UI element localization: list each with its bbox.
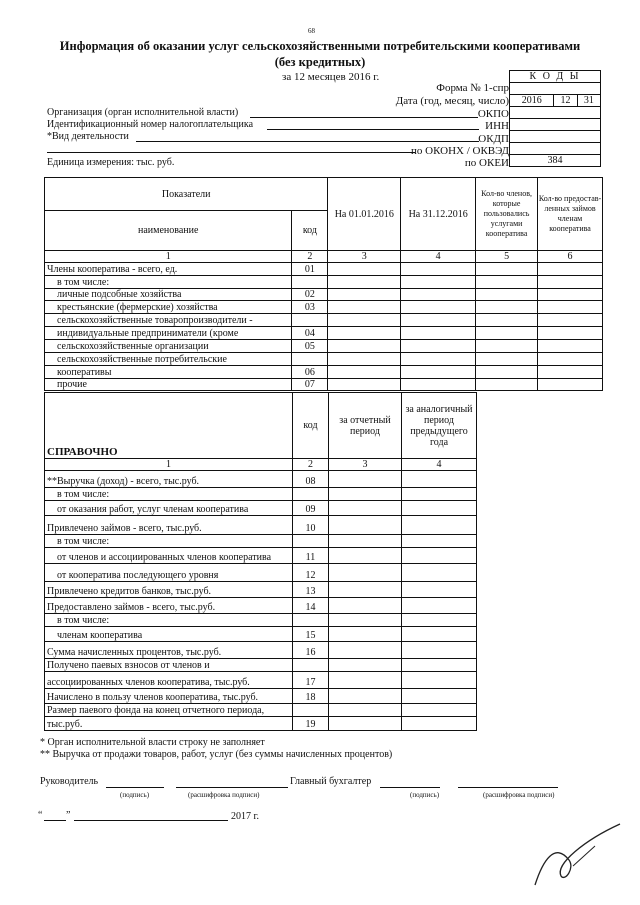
header-end-date: На 31.12.2016 — [401, 178, 476, 251]
table-row — [45, 301, 603, 314]
value-cell[interactable] — [328, 366, 401, 379]
row-label: Получено паевых взносов от членов и — [45, 659, 293, 672]
table-row — [45, 627, 477, 642]
value-cell[interactable] — [402, 689, 477, 704]
document-subtitle: (без кредитных) — [274, 55, 366, 69]
table-row — [45, 659, 477, 672]
date-month-line[interactable] — [74, 820, 228, 821]
okpo-cell — [510, 107, 601, 119]
row-label: от кооператива последующего уровня — [45, 564, 293, 582]
value-cell[interactable] — [329, 689, 402, 704]
value-cell[interactable] — [329, 598, 402, 614]
row-code — [293, 614, 329, 627]
codes-header: К О Д Ы — [510, 71, 601, 83]
handwritten-signature — [525, 820, 630, 895]
row-code: 17 — [293, 672, 329, 689]
page-number: 68 — [308, 27, 315, 35]
value-cell[interactable] — [329, 501, 402, 516]
row-code: 18 — [293, 689, 329, 704]
row-code: 08 — [293, 471, 329, 488]
value-cell[interactable] — [401, 314, 476, 327]
table-row — [45, 471, 477, 488]
table-row — [45, 689, 477, 704]
codes-box — [509, 70, 601, 167]
col-number: 4 — [402, 459, 477, 471]
table-row — [45, 263, 603, 276]
value-cell[interactable] — [401, 366, 476, 379]
row-code: 01 — [292, 263, 328, 276]
row-label: от членов и ассоциированных членов кооператива — [45, 548, 293, 564]
col-number: 5 — [476, 251, 538, 263]
row-code — [292, 276, 328, 289]
row-label: сельскохозяйственные товаропроизводители - — [45, 314, 292, 327]
row-code: 11 — [293, 548, 329, 564]
row-code: 12 — [293, 564, 329, 582]
org-label: Организация (орган исполнительной власти) — [47, 107, 239, 118]
table-row — [45, 516, 477, 535]
value-cell[interactable] — [402, 614, 477, 627]
table-row — [45, 289, 603, 301]
value-cell[interactable] — [402, 672, 477, 689]
value-cell[interactable] — [476, 353, 538, 366]
value-cell[interactable] — [329, 582, 402, 598]
value-cell[interactable] — [329, 659, 402, 672]
table-row — [45, 327, 603, 340]
value-cell[interactable] — [401, 379, 476, 391]
unit-label: Единица измерения: тыс. руб. — [47, 157, 175, 168]
row-code — [293, 704, 329, 717]
header-period: за отчетный период — [329, 393, 402, 459]
row-label: личные подсобные хозяйства — [45, 289, 292, 301]
col-number: 2 — [293, 459, 329, 471]
value-cell[interactable] — [538, 301, 603, 314]
row-code — [293, 535, 329, 548]
row-code — [292, 314, 328, 327]
okved-label: по ОКОНХ / ОКВЭД — [411, 145, 509, 157]
value-cell[interactable] — [401, 301, 476, 314]
value-cell[interactable] — [538, 366, 603, 379]
date-quote: ” — [66, 810, 71, 821]
col-number: 6 — [538, 251, 603, 263]
col-number: 3 — [328, 251, 401, 263]
row-label: членам кооператива — [45, 627, 293, 642]
row-label: Предоставлено займов - всего, тыс.руб. — [45, 598, 293, 614]
value-cell[interactable] — [328, 379, 401, 391]
inn-underline[interactable] — [267, 129, 479, 130]
table-row — [45, 340, 603, 353]
table-row — [45, 366, 603, 379]
value-cell[interactable] — [402, 598, 477, 614]
row-label: в том числе: — [45, 614, 293, 627]
value-cell[interactable] — [329, 488, 402, 501]
row-code: 14 — [293, 598, 329, 614]
okdp-cell — [510, 131, 601, 143]
row-label: индивидуальные предприниматели (кроме — [45, 327, 292, 340]
accountant-decoding-line[interactable] — [458, 787, 558, 788]
table-row — [45, 598, 477, 614]
value-cell[interactable] — [329, 516, 402, 535]
value-cell[interactable] — [476, 289, 538, 301]
value-cell[interactable] — [329, 704, 402, 717]
value-cell[interactable] — [401, 327, 476, 340]
date-day-line[interactable] — [44, 820, 66, 821]
row-label: в том числе: — [45, 535, 293, 548]
row-code: 13 — [293, 582, 329, 598]
col-number: 1 — [45, 251, 292, 263]
row-label: Сумма начисленных процентов, тыс.руб. — [45, 642, 293, 659]
row-code: 05 — [292, 340, 328, 353]
date-year: 2016 — [510, 95, 554, 107]
value-cell[interactable] — [476, 379, 538, 391]
value-cell[interactable] — [538, 289, 603, 301]
activity-label: *Вид деятельности — [47, 131, 129, 142]
form-code-cell — [510, 83, 601, 95]
value-cell[interactable] — [476, 263, 538, 276]
table-row — [45, 582, 477, 598]
accountant-signature-line[interactable] — [380, 787, 440, 788]
value-cell[interactable] — [328, 353, 401, 366]
value-cell[interactable] — [538, 379, 603, 391]
row-label: прочие — [45, 379, 292, 391]
value-cell[interactable] — [329, 672, 402, 689]
value-cell[interactable] — [401, 289, 476, 301]
value-cell[interactable] — [402, 582, 477, 598]
okdp-label: ОКДП — [478, 133, 509, 145]
caption: (подпись) — [410, 791, 440, 799]
col-number: 3 — [329, 459, 402, 471]
value-cell[interactable] — [402, 488, 477, 501]
value-cell[interactable] — [402, 564, 477, 582]
inn-label: ИНН — [485, 120, 509, 132]
value-cell[interactable] — [538, 327, 603, 340]
footnote-1: * Орган исполнительной власти строку не заполняет — [40, 737, 265, 748]
header-loans-provided: Кол-во предостав-ленных займов членам кооператива — [538, 178, 603, 251]
activity-underline-2[interactable] — [47, 152, 415, 153]
reference-table — [44, 392, 477, 731]
value-cell[interactable] — [402, 471, 477, 488]
header-code: код — [292, 211, 328, 251]
value-cell[interactable] — [329, 717, 402, 731]
header-indicators: Показатели — [45, 178, 328, 211]
date-quote: “ — [38, 810, 43, 821]
head-signature-line[interactable] — [106, 787, 164, 788]
value-cell[interactable] — [328, 340, 401, 353]
value-cell[interactable] — [402, 548, 477, 564]
head-decoding-line[interactable] — [176, 787, 288, 788]
table-row — [45, 642, 477, 659]
table-row — [45, 353, 603, 366]
row-label: крестьянские (фермерские) хозяйства — [45, 301, 292, 314]
row-label: кооперативы — [45, 366, 292, 379]
row-code: 03 — [292, 301, 328, 314]
value-cell[interactable] — [476, 340, 538, 353]
value-cell[interactable] — [329, 627, 402, 642]
value-cell[interactable] — [538, 276, 603, 289]
value-cell[interactable] — [329, 535, 402, 548]
okei-cell: 384 — [510, 155, 601, 167]
caption: (подпись) — [120, 791, 150, 799]
row-label: Члены кооператива - всего, ед. — [45, 263, 292, 276]
value-cell[interactable] — [401, 263, 476, 276]
table-row — [45, 564, 477, 582]
value-cell[interactable] — [402, 642, 477, 659]
table-row — [45, 672, 477, 689]
caption: (расшифровка подписи) — [483, 791, 555, 799]
org-underline[interactable] — [250, 117, 478, 118]
value-cell[interactable] — [402, 627, 477, 642]
table-row — [45, 488, 477, 501]
row-code: 04 — [292, 327, 328, 340]
value-cell[interactable] — [538, 263, 603, 276]
value-cell[interactable] — [328, 327, 401, 340]
reporting-period: за 12 месяцев 2016 г. — [282, 71, 380, 83]
date-year-label: 2017 г. — [231, 811, 259, 822]
okpo-label: ОКПО — [477, 108, 509, 120]
value-cell[interactable] — [328, 301, 401, 314]
value-cell[interactable] — [476, 366, 538, 379]
accountant-label: Главный бухгалтер — [290, 776, 372, 787]
col-number: 1 — [45, 459, 293, 471]
table-row — [45, 276, 603, 289]
row-code: 10 — [293, 516, 329, 535]
footnote-2: ** Выручка от продажи товаров, работ, услуг (без суммы начисленных процентов) — [40, 749, 393, 760]
value-cell[interactable] — [476, 301, 538, 314]
value-cell[interactable] — [402, 501, 477, 516]
row-label: **Выручка (доход) - всего, тыс.руб. — [45, 471, 293, 488]
head-label: Руководитель — [40, 776, 99, 787]
value-cell[interactable] — [329, 614, 402, 627]
table-row — [45, 717, 477, 731]
row-label: сельскохозяйственные организации — [45, 340, 292, 353]
row-label: в том числе: — [45, 488, 293, 501]
value-cell[interactable] — [329, 642, 402, 659]
section-title: СПРАВОЧНО — [45, 393, 293, 459]
value-cell[interactable] — [538, 340, 603, 353]
date-month: 12 — [554, 95, 577, 107]
value-cell[interactable] — [329, 548, 402, 564]
table-row — [45, 535, 477, 548]
value-cell[interactable] — [476, 276, 538, 289]
table-row — [45, 704, 477, 717]
value-cell[interactable] — [538, 314, 603, 327]
value-cell[interactable] — [402, 717, 477, 731]
value-cell[interactable] — [328, 314, 401, 327]
header-start-date: На 01.01.2016 — [328, 178, 401, 251]
row-code — [293, 488, 329, 501]
value-cell[interactable] — [401, 353, 476, 366]
row-label: в том числе: — [45, 276, 292, 289]
row-label: от оказания работ, услуг членам кооператива — [45, 501, 293, 516]
okved-cell — [510, 143, 601, 155]
value-cell[interactable] — [328, 289, 401, 301]
row-code — [293, 659, 329, 672]
row-code: 09 — [293, 501, 329, 516]
date-day: 31 — [577, 95, 600, 107]
activity-underline[interactable] — [136, 141, 479, 142]
row-label: Начислено в пользу членов кооператива, тыс.руб. — [45, 689, 293, 704]
value-cell[interactable] — [538, 353, 603, 366]
inn-cell — [510, 119, 601, 131]
row-code: 07 — [292, 379, 328, 391]
row-code: 15 — [293, 627, 329, 642]
row-code — [292, 353, 328, 366]
inn-field-label: Идентификационный номер налогоплательщика — [47, 119, 254, 130]
header-members-used: Кол-во членов, которые пользовались услугами кооператива — [476, 178, 538, 251]
table-row — [45, 614, 477, 627]
value-cell[interactable] — [401, 340, 476, 353]
date-label: Дата (год, месяц, число) — [395, 95, 509, 107]
row-label: Размер паевого фонда на конец отчетного периода, — [45, 704, 293, 717]
value-cell[interactable] — [328, 263, 401, 276]
document-title: Информация об оказании услуг сельскохозяйственными потребительскими кооперативами — [59, 39, 581, 53]
value-cell[interactable] — [401, 276, 476, 289]
value-cell[interactable] — [402, 535, 477, 548]
header-code: код — [293, 393, 329, 459]
header-name: наименование — [45, 211, 292, 251]
row-label: Привлечено кредитов банков, тыс.руб. — [45, 582, 293, 598]
form-label: Форма № 1-спр — [436, 82, 509, 94]
row-code: 19 — [293, 717, 329, 731]
value-cell[interactable] — [328, 276, 401, 289]
row-code: 16 — [293, 642, 329, 659]
row-code: 06 — [292, 366, 328, 379]
value-cell[interactable] — [329, 471, 402, 488]
value-cell[interactable] — [402, 659, 477, 672]
header-prev-period: за аналогичный период предыдущего года — [402, 393, 477, 459]
value-cell[interactable] — [476, 327, 538, 340]
col-number: 2 — [292, 251, 328, 263]
col-number: 4 — [401, 251, 476, 263]
row-label: ассоциированных членов кооператива, тыс.руб. — [45, 672, 293, 689]
caption: (расшифровка подписи) — [188, 791, 260, 799]
row-label: сельскохозяйственные потребительские — [45, 353, 292, 366]
value-cell[interactable] — [402, 704, 477, 717]
okei-label: по ОКЕИ — [464, 157, 509, 169]
value-cell[interactable] — [329, 564, 402, 582]
value-cell[interactable] — [402, 516, 477, 535]
row-label: тыс.руб. — [45, 717, 293, 731]
row-code: 02 — [292, 289, 328, 301]
table-row — [45, 501, 477, 516]
members-table — [44, 177, 603, 391]
value-cell[interactable] — [476, 314, 538, 327]
table-row — [45, 314, 603, 327]
table-row — [45, 548, 477, 564]
row-label: Привлечено займов - всего, тыс.руб. — [45, 516, 293, 535]
table-row — [45, 379, 603, 391]
